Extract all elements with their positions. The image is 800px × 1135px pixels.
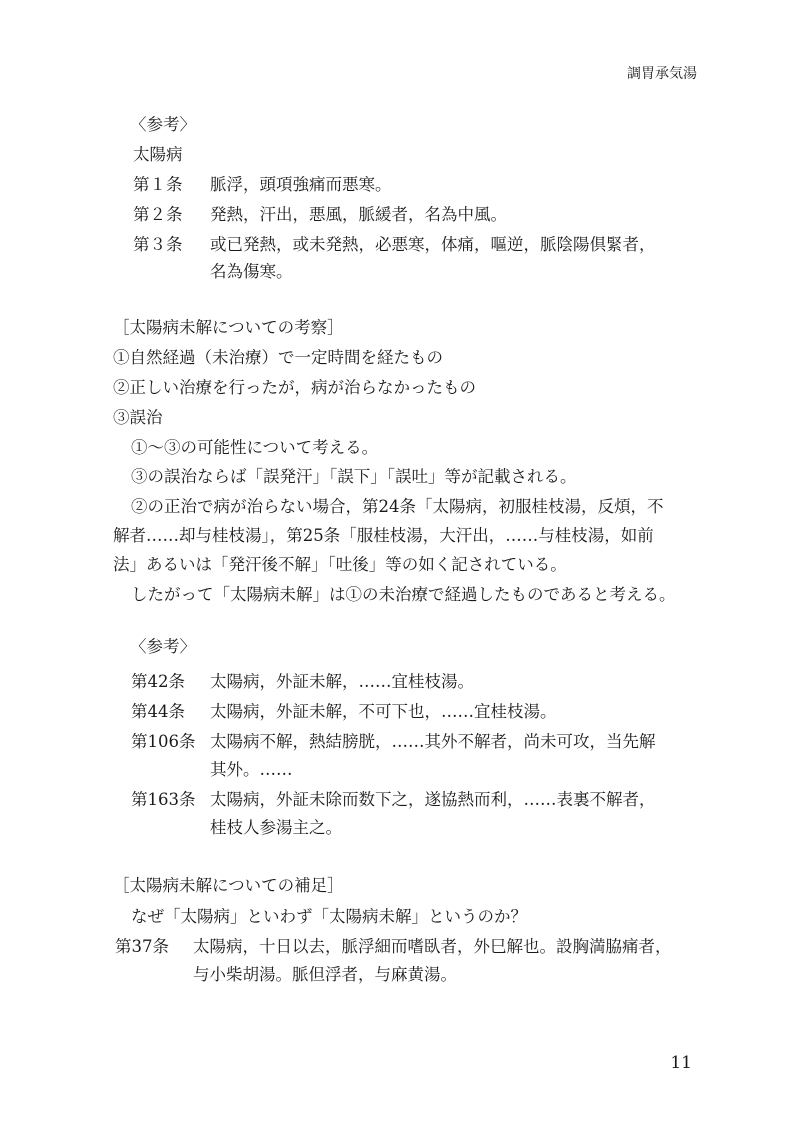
paragraph-line: 解者……却与桂枝湯」，第25条「服桂枝湯，大汗出，……与桂枝湯，如前 xyxy=(113,526,654,545)
article-text: 或已発熱，或未発熱，必悪寒，体痛，嘔逆，脈陰陽倶緊者， xyxy=(210,235,656,254)
article-number: 第163条 xyxy=(131,790,196,809)
reference-title: 太陽病 xyxy=(133,145,183,164)
article-text: 発熱，汗出，悪風，脈緩者，名為中風。 xyxy=(210,205,507,224)
paragraph-line: ③の誤治ならば「誤発汗」「誤下」「誤吐」等が記載される。 xyxy=(131,467,577,486)
reference-label: 〈参考〉 xyxy=(130,637,196,656)
article-text: 太陽病，外証未解，……宜桂枝湯。 xyxy=(210,672,474,691)
article-number: 第３条 xyxy=(133,235,183,254)
article-number: 第１条 xyxy=(133,175,183,194)
article-text: 脈浮，頭項強痛而悪寒。 xyxy=(210,175,392,194)
question-line: なぜ「太陽病」といわず「太陽病未解」というのか？ xyxy=(131,907,527,926)
list-item: ①自然経過（未治療）で一定時間を経たもの xyxy=(113,348,443,367)
article-text: 太陽病，外証未除而数下之，遂協熱而利，……表裏不解者， xyxy=(210,790,656,809)
article-text-continued: 与小柴胡湯。脈但浮者，与麻黄湯。 xyxy=(193,965,457,984)
article-number: 第２条 xyxy=(133,205,183,224)
reference-label: 〈参考〉 xyxy=(130,115,196,134)
article-number: 第42条 xyxy=(131,672,185,691)
running-head: 調胃承気湯 xyxy=(627,66,697,82)
paragraph-line: ②の正治で病が治らない場合，第24条「太陽病，初服桂枝湯，反煩，不 xyxy=(131,497,664,516)
paragraph-line: ①〜③の可能性について考える。 xyxy=(131,438,379,457)
article-text: 太陽病不解，熱結膀胱，……其外不解者，尚未可攻，当先解 xyxy=(210,732,656,751)
paragraph-line: 法」あるいは「発汗後不解」「吐後」等の如く記されている。 xyxy=(113,555,567,574)
article-number: 第106条 xyxy=(131,732,196,751)
article-text-continued: 其外。…… xyxy=(210,760,293,779)
article-number: 第44条 xyxy=(131,702,185,721)
list-item: ②正しい治療を行ったが，病が治らなかったもの xyxy=(113,378,476,397)
paragraph-line: したがって「太陽病未解」は①の未治療で経過したものであると考える。 xyxy=(131,585,676,604)
article-text: 太陽病，外証未解，不可下也，……宜桂枝湯。 xyxy=(210,702,557,721)
article-number: 第37条 xyxy=(115,937,169,956)
article-text-continued: 桂枝人参湯主之。 xyxy=(210,818,342,837)
list-item: ③誤治 xyxy=(113,408,163,427)
section-heading: ［太陽病未解についての補足］ xyxy=(113,876,344,895)
article-text: 太陽病，十日以去，脈浮細而嗜臥者，外巳解也。設胸満脇痛者， xyxy=(193,937,672,956)
article-text-continued: 名為傷寒。 xyxy=(210,262,293,281)
section-heading: ［太陽病未解についての考察］ xyxy=(113,318,344,337)
page-number: 11 xyxy=(670,1053,692,1073)
